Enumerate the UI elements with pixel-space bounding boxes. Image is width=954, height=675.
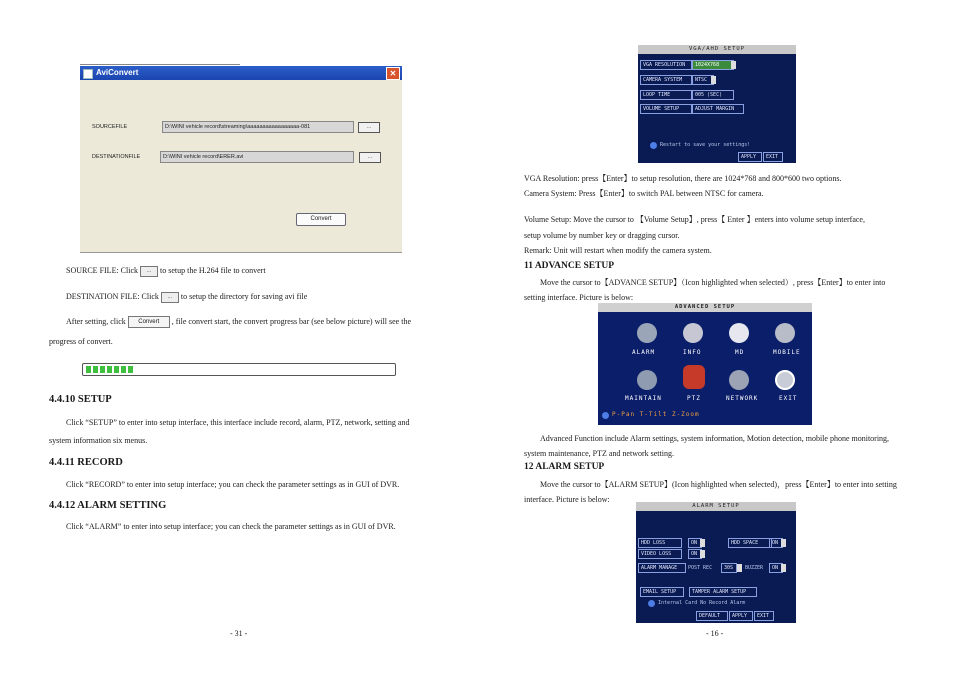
volume-text-1: Volume Setup: Move the cursor to 【Volume Setup】, press【 Enter 】enters into volume setup interface, <box>524 215 865 224</box>
default-button[interactable]: DEFAULT <box>696 611 728 621</box>
app-icon <box>83 69 93 79</box>
record-text: Click “RECORD” to enter into setup interface; you can check the parameter settings as in GUI of DVR. <box>66 480 400 489</box>
inline-browse-button: ... <box>161 292 179 303</box>
email-setup-button[interactable]: EMAIL SETUP <box>640 587 684 597</box>
hdd-space-label: HDD SPACE <box>728 538 772 548</box>
chevron-down-icon <box>731 61 736 69</box>
loop-time-value[interactable]: 005 (SEC) <box>692 90 734 100</box>
progress-segment <box>93 366 98 373</box>
dest-text-b: to setup the directory for saving avi file <box>180 292 308 301</box>
window-title: AviConvert <box>96 68 139 77</box>
source-text-a: SOURCE FILE: Click <box>66 266 139 275</box>
destination-browse-button[interactable]: ... <box>359 152 381 163</box>
heading-alarm-setup: 12 ALARM SETUP <box>524 462 605 472</box>
advanced-setup-screen <box>598 303 812 425</box>
source-label: SOURCEFILE <box>92 124 128 130</box>
volume-text-2: setup volume by number key or dragging cursor. <box>524 231 680 240</box>
video-loss-label: VIDEO LOSS <box>638 549 682 559</box>
hdd-loss-value[interactable]: ON <box>688 538 702 548</box>
adv-label-info: INFO <box>683 349 702 356</box>
info-icon <box>650 142 657 149</box>
chevron-down-icon <box>781 564 786 572</box>
progress-segment <box>121 366 126 373</box>
heading-advance-setup: 11 ADVANCE SETUP <box>524 261 615 271</box>
function-text-1: Advanced Function include Alarm settings, system information, Motion detection, mobile phone monitoring, <box>540 434 890 443</box>
adv-label-mobile: MOBILE <box>773 349 801 356</box>
vga-resolution-value[interactable]: 1024X768 <box>692 60 734 70</box>
page-number-right: - 16 - <box>706 629 724 638</box>
chevron-down-icon <box>781 539 786 547</box>
setup-text-1: Click “SETUP” to enter into setup interface, this interface include record, alarm, PTZ, network, setting and <box>66 418 410 427</box>
remark-text: Remark: Unit will restart when modify the camera system. <box>524 246 712 255</box>
camera-system-label: CAMERA SYSTEM <box>640 75 692 85</box>
maintain-gear-icon[interactable] <box>637 370 657 390</box>
top-rule <box>80 64 240 65</box>
after-text-c: progress of convert. <box>49 337 113 346</box>
status-icon <box>648 600 655 607</box>
adv-label-md: MD <box>735 349 745 356</box>
inline-convert-button: Convert <box>128 316 170 328</box>
heading-record: 4.4.11 RECORD <box>49 457 123 468</box>
destination-label: DESTINATIONFILE <box>92 154 141 160</box>
adv-label-exit: EXIT <box>779 395 798 402</box>
info-icon[interactable] <box>683 323 703 343</box>
vga-setup-title: VGA/AHD SETUP <box>638 45 796 54</box>
destination-file-paragraph <box>66 291 307 303</box>
buzzer-label: BUZZER <box>745 565 764 571</box>
power-exit-icon[interactable] <box>775 370 795 390</box>
source-text-b: to setup the H.264 file to convert <box>160 266 266 275</box>
alarm-status-text: Internal Card No Record Alarm <box>658 600 746 606</box>
window-titlebar[interactable] <box>80 66 402 80</box>
progress-segment <box>114 366 119 373</box>
hint-icon <box>602 412 609 419</box>
video-loss-value[interactable]: ON <box>688 549 702 559</box>
vga-setup-screen <box>638 45 796 163</box>
adjust-margin-button[interactable]: ADJUST MARGIN <box>692 104 744 114</box>
heading-setup: 4.4.10 SETUP <box>49 394 112 405</box>
ptz-hint: P-Pan T-Tilt Z-Zoom <box>612 411 700 418</box>
buzzer-value[interactable]: ON <box>769 563 783 573</box>
chevron-down-icon <box>711 76 716 84</box>
chevron-down-icon <box>700 550 705 558</box>
convert-progress-bar <box>82 363 396 376</box>
advance-text-1: Move the cursor to【ADVANCE SETUP】（Icon highlighted when selected）, press【Enter】to enter into <box>540 278 886 287</box>
dest-text-a: DESTINATION FILE: Click <box>66 292 159 301</box>
motion-detection-icon[interactable] <box>729 323 749 343</box>
advance-text-2: setting interface. Picture is below: <box>524 293 634 302</box>
progress-segment <box>86 366 91 373</box>
alarm-setup-text-2: interface. Picture is below: <box>524 495 610 504</box>
after-text-a: After setting, click <box>66 317 126 326</box>
post-rec-label: POST REC <box>688 565 713 571</box>
source-file-paragraph <box>66 265 266 277</box>
mobile-icon[interactable] <box>775 323 795 343</box>
vga-text: VGA Resolution: press【Enter】to setup resolution, there are 1024*768 and 800*600 two options. <box>524 174 842 183</box>
source-path-field[interactable]: D:\WINI vehicle record\streaming\aaaaaaaaaaaaaaaaa-081 <box>162 121 354 133</box>
restart-note: Restart to save your settings! <box>660 142 751 148</box>
advanced-setup-title: ADVANCED SETUP <box>598 303 812 312</box>
apply-button[interactable]: APPLY <box>738 152 762 162</box>
alarm-setup-title: ALARM SETUP <box>636 502 796 511</box>
inline-browse-button: ... <box>140 266 158 277</box>
source-browse-button[interactable]: ... <box>358 122 380 133</box>
progress-segment <box>100 366 105 373</box>
aviconvert-window <box>80 66 402 253</box>
page-number-left: - 31 - <box>230 629 248 638</box>
destination-path-field[interactable]: D:\WINI vehicle record\ERER.avi <box>160 151 354 163</box>
heading-alarm-setting: 4.4.12 ALARM SETTING <box>49 500 167 511</box>
chevron-down-icon <box>737 564 742 572</box>
post-rec-value[interactable]: 30S <box>721 563 737 573</box>
adv-label-maintain: MAINTAIN <box>625 395 662 402</box>
tamper-alarm-setup-button[interactable]: TAMPER ALARM SETUP <box>689 587 757 597</box>
camera-text: Camera System: Press【Enter】to switch PAL between NTSC for camera. <box>524 189 764 198</box>
vga-resolution-label: VGA RESOLUTION <box>640 60 692 70</box>
adv-label-ptz: PTZ <box>687 395 701 402</box>
after-text-b: , file convert start, the convert progress bar (see below picture) will see the <box>171 317 412 326</box>
hdd-loss-label: HDD LOSS <box>638 538 682 548</box>
alarm-icon[interactable] <box>637 323 657 343</box>
after-setting-paragraph <box>66 316 411 328</box>
progress-segment <box>128 366 133 373</box>
progress-segment <box>107 366 112 373</box>
network-icon[interactable] <box>729 370 749 390</box>
exit-button[interactable]: EXIT <box>754 611 774 621</box>
setup-text-2: system information six menus. <box>49 436 148 445</box>
chevron-down-icon <box>700 539 705 547</box>
convert-button[interactable]: Convert <box>296 213 346 226</box>
volume-setup-button[interactable]: VOLUME SETUP <box>640 104 692 114</box>
ptz-camera-icon[interactable] <box>683 365 705 389</box>
exit-button[interactable]: EXIT <box>763 152 783 162</box>
camera-system-value[interactable]: NTSC <box>692 75 714 85</box>
hdd-space-value[interactable]: ON <box>769 538 783 548</box>
function-text-2: system maintenance, PTZ and network setting. <box>524 449 674 458</box>
loop-time-label: LOOP TIME <box>640 90 692 100</box>
alarm-text: Click “ALARM” to enter into setup interface; you can check the parameter settings as in GUI of DVR. <box>66 522 396 531</box>
apply-button[interactable]: APPLY <box>729 611 753 621</box>
close-icon[interactable]: ✕ <box>386 67 400 80</box>
adv-label-network: NETWORK <box>726 395 759 402</box>
adv-label-alarm: ALARM <box>632 349 656 356</box>
alarm-manage-button[interactable]: ALARM MANAGE <box>638 563 686 573</box>
alarm-setup-text-1: Move the cursor to【ALARM SETUP】(Icon highlighted when selected)，press【Enter】to enter into setting <box>540 480 897 489</box>
alarm-setup-screen <box>636 502 796 623</box>
